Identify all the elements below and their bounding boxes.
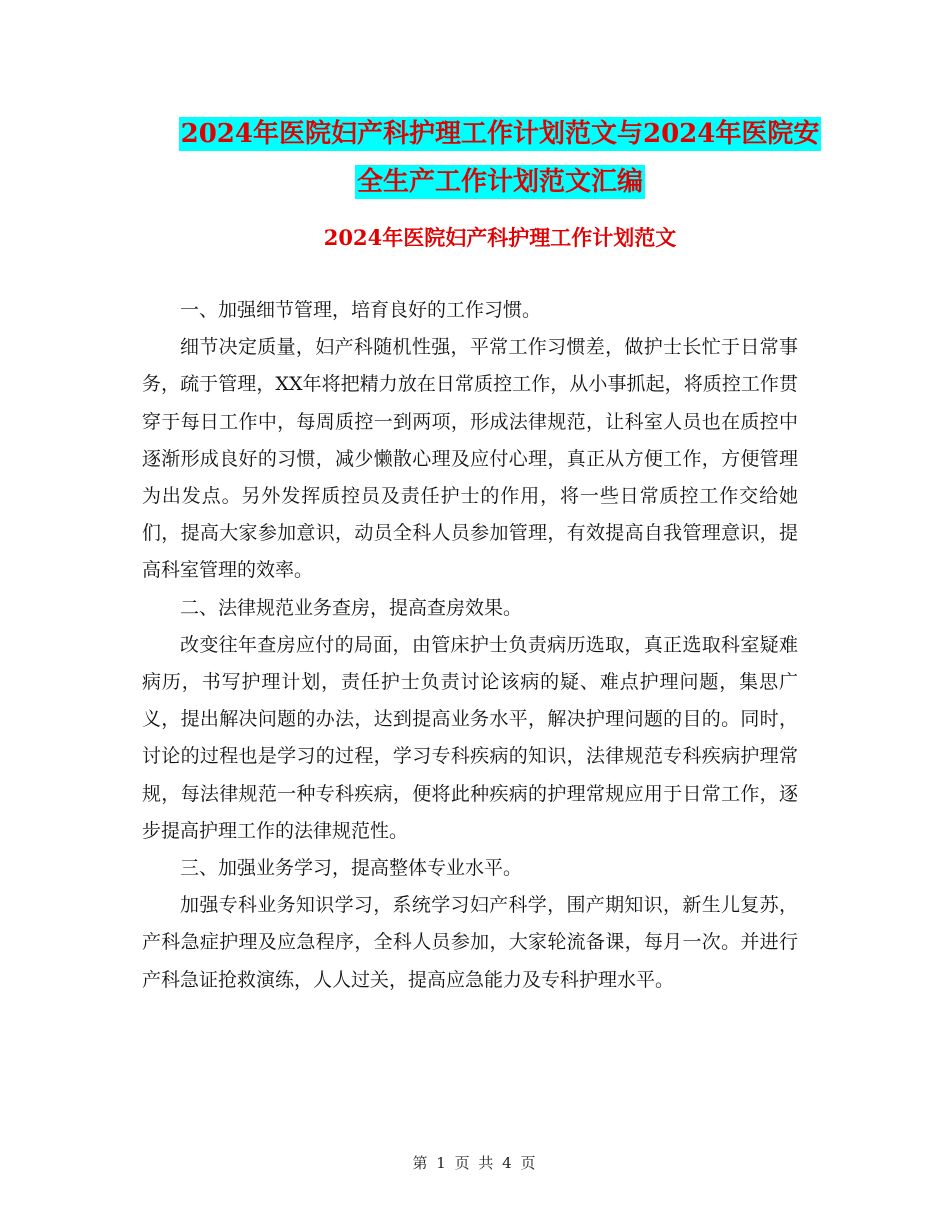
section-title: 2024年医院妇产科护理工作计划范文	[323, 225, 677, 250]
heading-1: 一、加强细节管理，培育良好的工作习惯。	[180, 299, 542, 321]
title-line-1: 2024年医院妇产科护理工作计划范文与2024年医院安	[180, 119, 820, 149]
document-body	[142, 292, 798, 999]
page-footer: 第 1 页 共 4 页	[412, 1154, 538, 1172]
paragraph-2: 改变往年查房应付的局面，由管床护士负责病历选取，真正选取科室疑难病历，书写护理计划，责任护士负责讨论该病的疑、难点护理问题，集思广义，提出解决问题的办法，达到提高业务水平，解决护理问题的目的。同时，讨论的过程也是学习的过程，学习专科疾病的知识，法律规范专科疾病护理常规，每法律规范一种专科疾病，便将此种疾病的护理常规应用于日常工作，逐步提高护理工作的法律规范性。	[142, 633, 798, 842]
heading-2: 二、法律规范业务查房，提高查房效果。	[180, 596, 523, 619]
title-line-2: 全生产工作计划范文汇编	[356, 167, 643, 197]
paragraph-1: 细节决定质量，妇产科随机性强，平常工作习惯差，做护士长忙于日常事务，疏于管理，XX年将把精力放在日常质控工作，从小事抓起，将质控工作贯穿于每日工作中，每周质控一到两项，形成法律规范，让科室人员也在质控中逐渐形成良好的习惯，减少懒散心理及应付心理，真正从方便工作，方便管理为出发点。另外发挥质控员及责任护士的作用，将一些日常质控工作交给她们，提高大家参加意识，动员全科人员参加管理，有效提高自我管理意识，提高科室管理的效率。	[142, 336, 798, 582]
paragraph-3: 加强专科业务知识学习，系统学习妇产科学，围产期知识，新生儿复苏，产科急症护理及应急程序，全科人员参加，大家轮流备课，每月一次。并进行产科急证抢救演练，人人过关，提高应急能力及专科护理水平。	[142, 894, 798, 991]
heading-3: 三、加强业务学习，提高整体专业水平。	[180, 857, 523, 880]
document-title	[140, 110, 860, 206]
